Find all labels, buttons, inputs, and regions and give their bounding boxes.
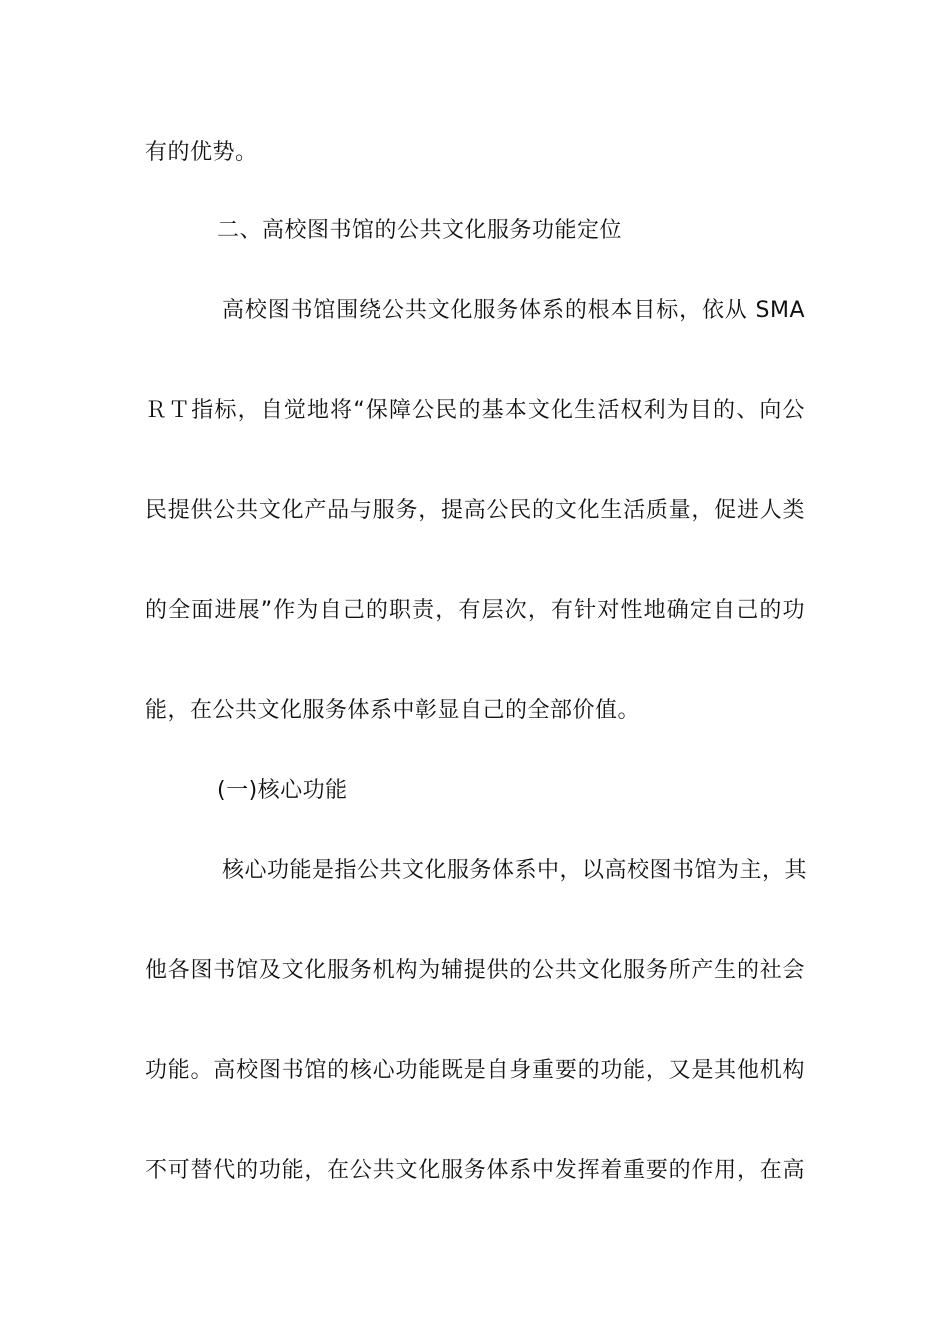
paragraph-line: 不可替代的功能，在公共文化服务体系中发挥着重要的作用，在高	[145, 1158, 805, 1183]
paragraph-line: 核心功能是指公共文化服务体系中，以高校图书馆为主，其	[222, 858, 808, 883]
paragraph-line: 功能。高校图书馆的核心功能既是自身重要的功能，又是其他机构	[145, 1058, 805, 1083]
subsection-heading: (一)核心功能	[217, 778, 348, 803]
paragraph-line: 的全面进展”作为自己的职责，有层次，有针对性地确定自己的功	[145, 598, 805, 623]
section-heading: 二、高校图书馆的公共文化服务功能定位	[217, 218, 623, 243]
paragraph-line: 民提供公共文化产品与服务，提高公民的文化生活质量，促进人类	[145, 498, 805, 523]
paragraph-line: 能，在公共文化服务体系中彰显自己的全部价值。	[145, 698, 641, 723]
paragraph-line: 他各图书馆及文化服务机构为辅提供的公共文化服务所产生的社会	[145, 958, 805, 983]
paragraph-line: 高校图书馆围绕公共文化服务体系的根本目标，依从 SMA	[222, 298, 805, 323]
paragraph-line: ＲＴ指标，自觉地将“保障公民的基本文化生活权利为目的、向公	[145, 398, 805, 423]
paragraph-line: 有的优势。	[145, 140, 258, 165]
